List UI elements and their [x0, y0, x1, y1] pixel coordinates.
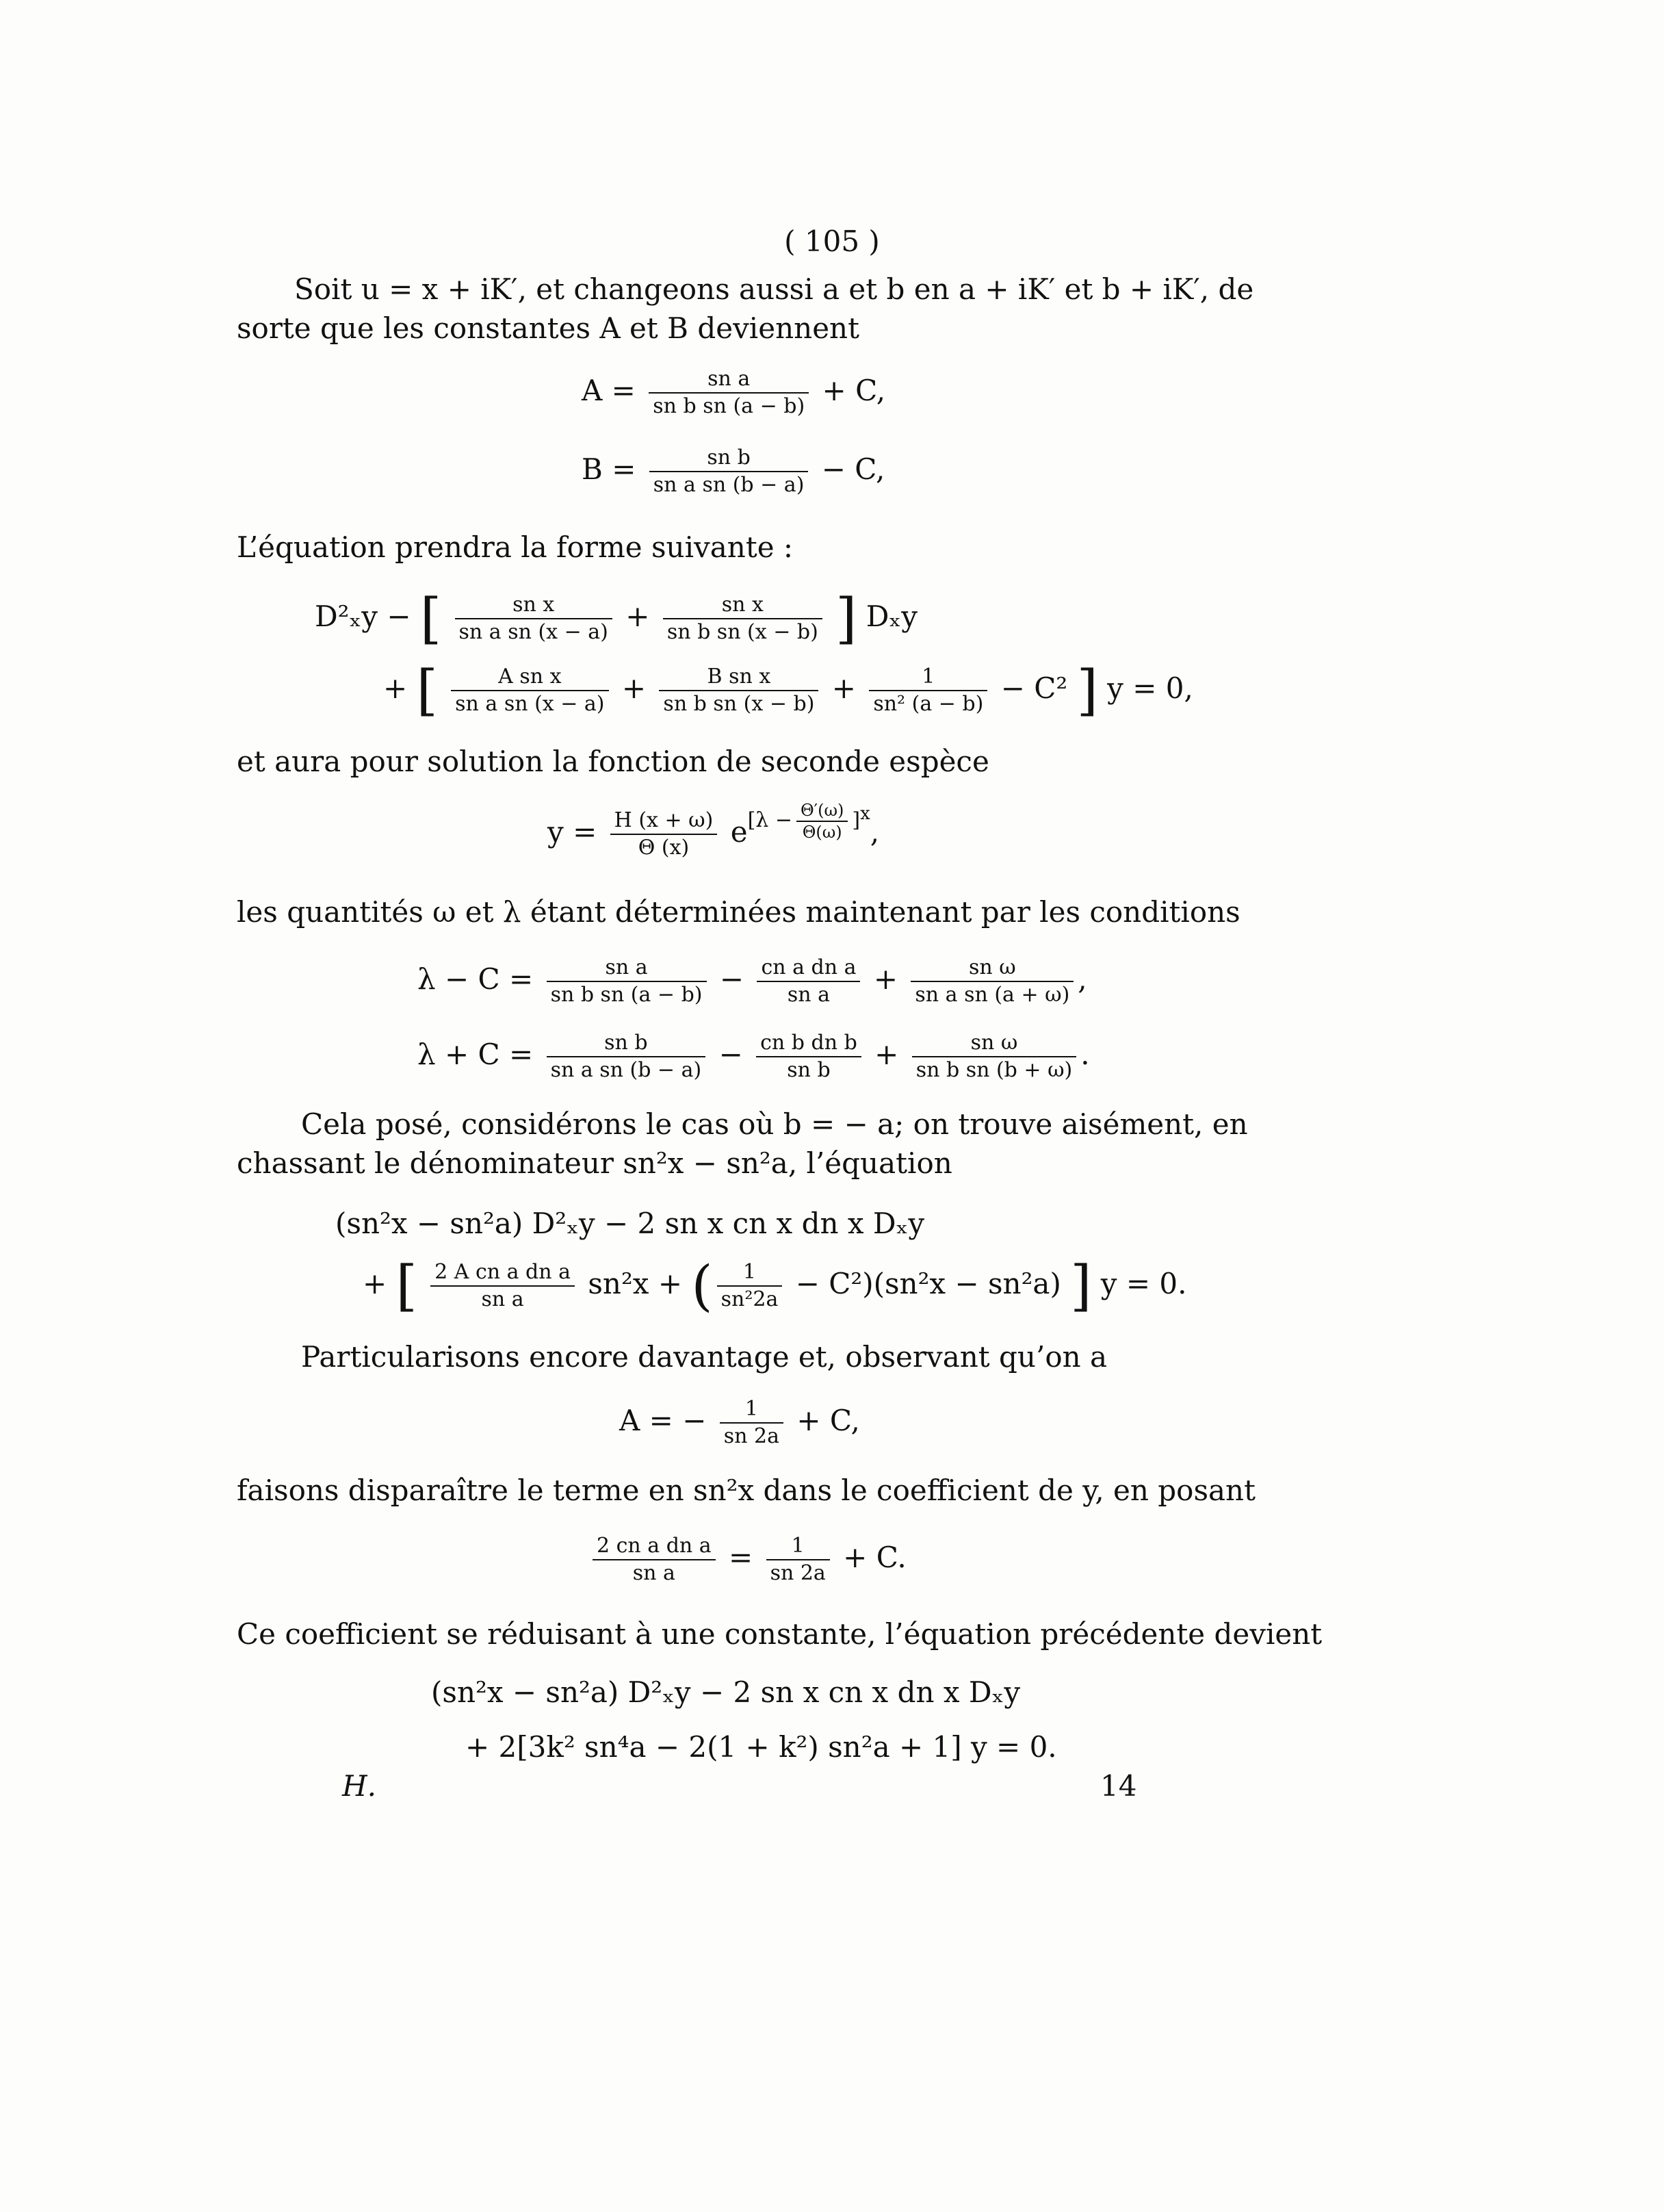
- diff-eq-1-frac-2: [663, 592, 822, 645]
- final-equation-line-2: + 2[3k² sn⁴a − 2(1 + k²) sn²a + 1] y = 0.: [465, 1730, 1057, 1764]
- l1-den-1: sn b sn (a − b): [550, 983, 703, 1007]
- e1-den-1: sn a: [481, 1287, 524, 1311]
- diff-eq-2-num-1: A sn x: [451, 664, 608, 691]
- eq-B-numerator: sn b: [649, 445, 809, 472]
- sol-exp-den: Θ(ω): [802, 823, 842, 842]
- l2-num-3: sn ω: [912, 1030, 1077, 1057]
- c-frac-2: [766, 1533, 830, 1586]
- sol-denominator: Θ (x): [638, 836, 690, 860]
- c-eq: =: [729, 1541, 753, 1574]
- eq-A-numerator: sn a: [649, 366, 809, 394]
- eq-A-lhs: A =: [582, 374, 636, 407]
- c-denominator-2: sn 2a: [770, 1561, 826, 1585]
- eq-A-rhs: + C,: [822, 374, 886, 407]
- c-numerator-1: 2 cn a dn a: [593, 1533, 716, 1560]
- diff-eq-2-rhs: − C²: [1000, 671, 1068, 705]
- diff-eq-2-frac-1: [451, 664, 608, 717]
- l2-frac-1: [547, 1030, 706, 1083]
- e1-frac-1: [430, 1259, 575, 1313]
- l2-den-3: sn b sn (b + ω): [915, 1058, 1073, 1082]
- l2-lhs: λ + C =: [417, 1038, 534, 1071]
- l1-den-2: sn a: [787, 983, 831, 1007]
- e1-plus: +: [363, 1267, 387, 1300]
- eq-A-denominator: sn b sn (a − b): [653, 394, 805, 418]
- l2-num-2: cn b dn b: [756, 1030, 861, 1057]
- diff-eq-2-den-3: sn² (a − b): [873, 692, 984, 716]
- l1-num-2: cn a dn a: [757, 955, 860, 982]
- sol-exp-x: x: [860, 803, 870, 824]
- l1-frac-1: [547, 955, 707, 1008]
- l2-minus: −: [718, 1038, 743, 1071]
- sol-numerator: H (x + ω): [610, 808, 718, 835]
- a2-denominator: sn 2a: [723, 1424, 780, 1448]
- paragraph-4: les quantités ω et λ étant déterminées maintenant par les conditions: [237, 895, 1240, 929]
- equation-A: [582, 366, 885, 420]
- diff-eq-1-den-2: sn b sn (x − b): [666, 620, 818, 644]
- bracket-close: ]: [1070, 1254, 1092, 1317]
- e1-mid: sn²x +: [588, 1267, 683, 1300]
- paragraph-5: Cela posé, considérons le cas où b = − a; on trouve aisément, en: [301, 1107, 1248, 1141]
- page-number: ( 105 ): [784, 224, 880, 258]
- a2-rhs: + C,: [796, 1404, 860, 1437]
- l1-den-3: sn a sn (a + ω): [915, 983, 1070, 1007]
- lambda-minus-C-equation: [417, 955, 1087, 1008]
- a2-frac: [720, 1396, 783, 1450]
- sol-exponent: [λ − Θ′(ω) Θ(ω) ]x: [747, 801, 870, 842]
- l1-num-1: sn a: [547, 955, 707, 982]
- sheet-number: 14: [1100, 1769, 1137, 1803]
- diff-eq-2-frac-2: [659, 664, 818, 717]
- solution-equation: [547, 801, 880, 861]
- l1-num-3: sn ω: [911, 955, 1074, 982]
- a2-lhs: A = −: [619, 1404, 707, 1437]
- diff-equation-line-1: [315, 587, 918, 650]
- diff-eq-1-rhs: Dₓy: [866, 600, 918, 633]
- sol-frac: [610, 808, 718, 861]
- sol-end: ,: [870, 815, 880, 849]
- l1-frac-3: [911, 955, 1074, 1008]
- l1-frac-2: [757, 955, 860, 1008]
- eq-B-denominator: sn a sn (b − a): [653, 473, 805, 497]
- e1-num-1: 2 A cn a dn a: [430, 1259, 575, 1287]
- l1-minus: −: [719, 962, 744, 996]
- l2-plus: +: [874, 1038, 899, 1071]
- eq-B-lhs: B =: [582, 452, 636, 486]
- sol-exp-num: Θ′(ω): [796, 800, 848, 822]
- e1-den-2: sn²2a: [720, 1287, 779, 1311]
- diff-eq-2-den-1: sn a sn (x − a): [455, 692, 605, 716]
- l1-lhs: λ − C =: [417, 962, 534, 996]
- c-denominator-1: sn a: [632, 1561, 675, 1585]
- paragraph-8: Ce coefficient se réduisant à une constante, l’équation précédente devient: [237, 1617, 1323, 1651]
- diff-eq-1-num-2: sn x: [663, 592, 822, 619]
- diff-eq-2-end: y = 0,: [1107, 671, 1193, 705]
- diff-equation-line-2: [383, 658, 1193, 722]
- eq-B-rhs: − C,: [821, 452, 885, 486]
- e1-num-2: 1: [717, 1259, 783, 1287]
- l2-end: .: [1080, 1038, 1090, 1071]
- diff-eq-2-den-2: sn b sn (x − b): [663, 692, 815, 716]
- diff-eq-2-plus-2: +: [831, 671, 856, 705]
- final-equation-line-1: (sn²x − sn²a) D²ₓy − 2 sn x cn x dn x Dₓy: [431, 1675, 1021, 1709]
- eq-A-fraction: [649, 366, 809, 420]
- paragraph-5-cont: chassant le dénominateur sn²x − sn²a, l’équation: [237, 1146, 952, 1180]
- c-numerator-2: 1: [766, 1533, 830, 1560]
- bracket-open: [: [395, 1254, 417, 1317]
- paragraph-7: faisons disparaître le terme en sn²x dans le coefficient de y, en posant: [237, 1474, 1256, 1507]
- paren-open: (: [691, 1254, 713, 1317]
- diff-eq-2-plus: +: [383, 671, 408, 705]
- l2-den-1: sn a sn (b − a): [550, 1058, 702, 1082]
- equation-B: [582, 445, 885, 498]
- sol-e: e: [730, 815, 748, 849]
- sol-lambda: λ −: [755, 808, 792, 832]
- equation-condition: [588, 1533, 907, 1586]
- l2-frac-2: [756, 1030, 861, 1083]
- diff-eq-2-num-2: B sn x: [659, 664, 818, 691]
- paragraph-1: Soit u = x + iK′, et changeons aussi a et b en a + iK′ et b + iK′, de: [294, 272, 1254, 306]
- e1-frac-2: [717, 1259, 783, 1313]
- bracket-open: [: [419, 587, 442, 650]
- diff-eq-1-frac-1: [455, 592, 612, 645]
- paragraph-1-cont: sorte que les constantes A et B deviennent: [237, 311, 859, 345]
- bracket-open: [: [416, 658, 438, 722]
- paragraph-2: L’équation prendra la forme suivante :: [237, 530, 794, 564]
- diff-eq-1-lhs: D²ₓy −: [315, 600, 411, 633]
- l1-plus: +: [873, 962, 898, 996]
- sol-lhs: y =: [547, 815, 597, 849]
- bracket-close: ]: [835, 587, 857, 650]
- equation-A-special: [619, 1396, 860, 1450]
- sol-exp-frac: [796, 800, 848, 843]
- diff-eq-2-num-3: 1: [869, 664, 987, 691]
- l2-num-1: sn b: [547, 1030, 706, 1057]
- diff-eq-1-num-1: sn x: [455, 592, 612, 619]
- diff-eq-2-frac-3: [869, 664, 987, 717]
- lambda-plus-C-equation: [417, 1030, 1090, 1083]
- e1-rest: − C²)(sn²x − sn²a): [795, 1267, 1061, 1300]
- diff-eq-1-den-1: sn a sn (x − a): [458, 620, 608, 644]
- diff-eq-2-plus-1: +: [621, 671, 647, 705]
- c-rhs: + C.: [843, 1541, 907, 1574]
- c-frac-1: [593, 1533, 716, 1586]
- paragraph-3: et aura pour solution la fonction de seconde espèce: [237, 745, 989, 778]
- eq-B-fraction: [649, 445, 809, 498]
- l2-frac-3: [912, 1030, 1077, 1083]
- equation-b-minus-a-line-2: [363, 1254, 1187, 1317]
- signature-mark: H.: [342, 1769, 376, 1803]
- equation-b-minus-a-line-1: (sn²x − sn²a) D²ₓy − 2 sn x cn x dn x Dₓy: [335, 1207, 925, 1240]
- a2-numerator: 1: [720, 1396, 783, 1424]
- l2-den-2: sn b: [787, 1058, 831, 1082]
- bracket-close: ]: [1076, 658, 1098, 722]
- l1-end: ,: [1078, 962, 1087, 996]
- diff-eq-1-plus: +: [625, 600, 650, 633]
- e1-end: y = 0.: [1100, 1267, 1187, 1300]
- paragraph-6: Particularisons encore davantage et, observant qu’on a: [301, 1340, 1108, 1374]
